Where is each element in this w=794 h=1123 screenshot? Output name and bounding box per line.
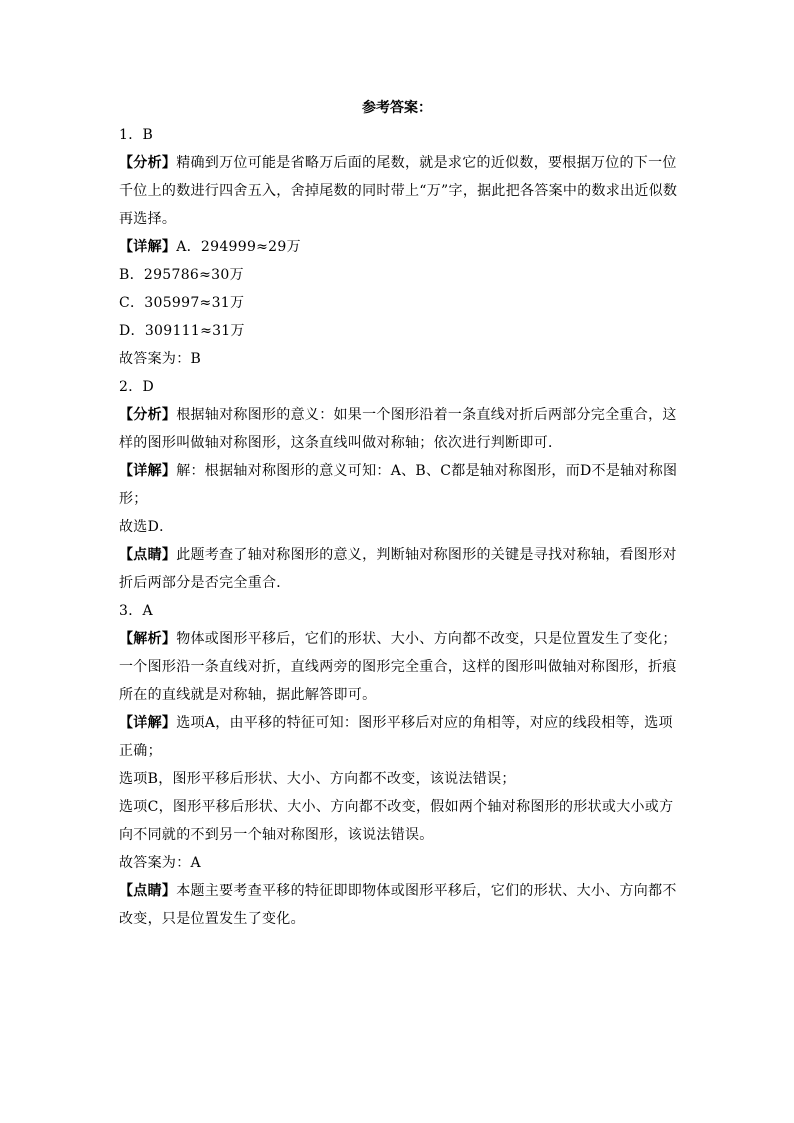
q3-comment-text: 本题主要考查平移的特征即即物体或图形平移后，它们的形状、大小、方向都不改变，只是位置发生了变化。 (119, 883, 677, 927)
q1-detail (119, 233, 679, 261)
q2-comment (119, 541, 679, 597)
q2-comment-tag: 【点睛】 (119, 547, 177, 563)
q1-analysis-text: 精确到万位可能是省略万后面的尾数，就是求它的近似数，要根据万位的下一位千位上的数进行四舍五入，舍掉尾数的同时带上“万”字，据此把各答案中的数求出近似数再选择。 (119, 155, 678, 227)
q3-detail-c: 选项C，图形平移后形状、大小、方向都不改变，假如两个轴对称图形的形状或大小或方向不同就的不到另一个轴对称图形，该说法错误。 (119, 799, 674, 843)
q3-analysis-tag: 【解析】 (119, 631, 177, 647)
q3-analysis-text: 物体或图形平移后，它们的形状、大小、方向都不改变，只是位置发生了变化；一个图形沿一条直线对折，直线两旁的图形完全重合，这样的图形叫做轴对称图形，折痕所在的直线就是对称轴，据此解答即可。 (119, 631, 677, 703)
q2-analysis (119, 401, 679, 457)
q1-analysis-tag: 【分析】 (119, 155, 177, 171)
q3-answer: 故答案为：A (119, 855, 201, 871)
q2-comment-text: 此题考查了轴对称图形的意义，判断轴对称图形的关键是寻找对称轴，看图形对折后两部分是否完全重合． (119, 547, 677, 591)
q2-detail (119, 457, 679, 513)
q1-detail-d: D．309111≈31万 (119, 323, 245, 339)
q1-detail-tag: 【详解】 (119, 239, 177, 255)
q3-detail-tag: 【详解】 (119, 715, 177, 731)
q3-comment (119, 877, 679, 933)
q2-analysis-text: 根据轴对称图形的意义：如果一个图形沿着一条直线对折后两部分完全重合，这样的图形叫做轴对称图形，这条直线叫做对称轴；依次进行判断即可． (119, 407, 677, 451)
q1-answer: 故答案为：B (119, 351, 202, 367)
q1-detail-b: B．295786≈30万 (119, 267, 244, 283)
q1-detail-c: C．305997≈31万 (119, 295, 245, 311)
q2-number: 2．D (119, 379, 155, 395)
answer-content (119, 121, 679, 933)
q3-number: 3．A (119, 603, 153, 619)
page-title: 参考答案： (362, 100, 432, 116)
q3-detail (119, 709, 679, 765)
q2-answer: 故选D． (119, 519, 174, 535)
q1-analysis (119, 149, 679, 233)
q3-detail-a: 选项A，由平移的特征可知：图形平移后对应的角相等，对应的线段相等，选项正确； (119, 715, 673, 759)
q1-number: 1．B (119, 127, 154, 143)
q2-detail-text: 解：根据轴对称图形的意义可知：A、B、C都是轴对称图形，而D不是轴对称图形； (119, 463, 678, 507)
q3-analysis (119, 625, 679, 709)
q3-detail-b: 选项B，图形平移后形状、大小、方向都不改变，该说法错误； (119, 771, 516, 787)
q2-detail-tag: 【详解】 (119, 463, 177, 479)
q2-analysis-tag: 【分析】 (119, 407, 177, 423)
q3-comment-tag: 【点睛】 (119, 883, 177, 899)
q1-detail-a: A．294999≈29万 (176, 239, 301, 255)
